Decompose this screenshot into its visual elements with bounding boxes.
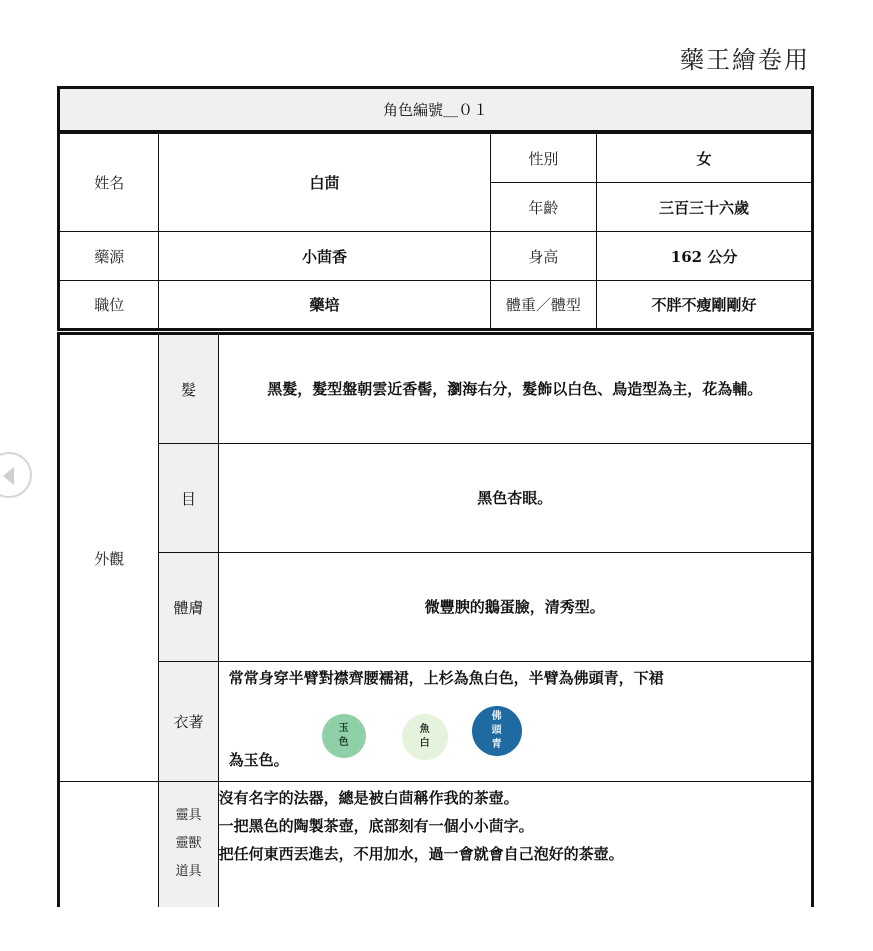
appearance-table	[57, 332, 814, 907]
gear-line-1: 沒有名字的法器，總是被白茴稱作我的茶壺。	[218, 789, 519, 807]
item-label: 道具	[175, 864, 202, 880]
name-value: 白茴	[159, 133, 490, 232]
character-sheet	[57, 86, 814, 951]
document-header-title: 藥王繪卷用	[680, 46, 810, 74]
hair-description: 黑髮，髮型盤朝雲近香髻，瀏海右分，髮飾以白色、鳥造型為主，花為輔。	[218, 334, 812, 444]
clothes-text-line-2: 為玉色。	[228, 751, 289, 769]
appearance-label: 外觀	[59, 334, 159, 782]
chevron-left-icon	[3, 467, 14, 485]
clothes-label: 衣著	[159, 662, 218, 782]
jade-color-swatch: 玉 色	[322, 714, 366, 758]
gender-value: 女	[597, 133, 813, 183]
gear-labels	[159, 782, 218, 907]
build-label: 體重／體型	[490, 281, 596, 330]
source-value: 小茴香	[159, 232, 490, 281]
prev-page-button[interactable]	[0, 452, 32, 498]
character-id: 角色編號＿０１	[59, 88, 813, 132]
clothes-description	[218, 662, 812, 782]
gear-line-3: 把任何東西丟進去，不用加水，過一會就會自己泡好的茶壺。	[218, 845, 624, 863]
build-value: 不胖不瘦剛剛好	[597, 281, 813, 330]
position-label: 職位	[59, 281, 159, 330]
source-label: 藥源	[59, 232, 159, 281]
position-value: 藥培	[159, 281, 490, 330]
name-label: 姓名	[59, 133, 159, 232]
skin-description: 微豐腴的鵝蛋臉，清秀型。	[218, 553, 812, 662]
spirit-beast-label: 靈獸	[175, 836, 202, 852]
hair-label: 髮	[159, 334, 218, 444]
height-value: 162 公分	[597, 232, 813, 281]
eyes-description: 黑色杏眼。	[218, 444, 812, 553]
gear-description	[218, 782, 812, 907]
eyes-label: 目	[159, 444, 218, 553]
gear-group-blank	[59, 782, 159, 907]
spirit-tool-label: 靈具	[175, 808, 202, 824]
age-value: 三百三十六歲	[597, 183, 813, 232]
age-label: 年齡	[490, 183, 596, 232]
gender-label: 性別	[490, 133, 596, 183]
buddha-head-blue-color-swatch: 佛 頭 青	[472, 706, 522, 756]
fish-white-color-swatch: 魚 白	[402, 714, 448, 760]
id-table	[57, 86, 814, 133]
clothes-text-line-1: 常常身穿半臂對襟齊腰襦裙，上杉為魚白色，半臂為佛頭青，下裙	[228, 669, 664, 687]
basic-info-table	[57, 131, 814, 331]
gear-line-2: 一把黑色的陶製茶壺，底部刻有一個小小茴字。	[218, 817, 534, 835]
height-label: 身高	[490, 232, 596, 281]
skin-label: 體膚	[159, 553, 218, 662]
